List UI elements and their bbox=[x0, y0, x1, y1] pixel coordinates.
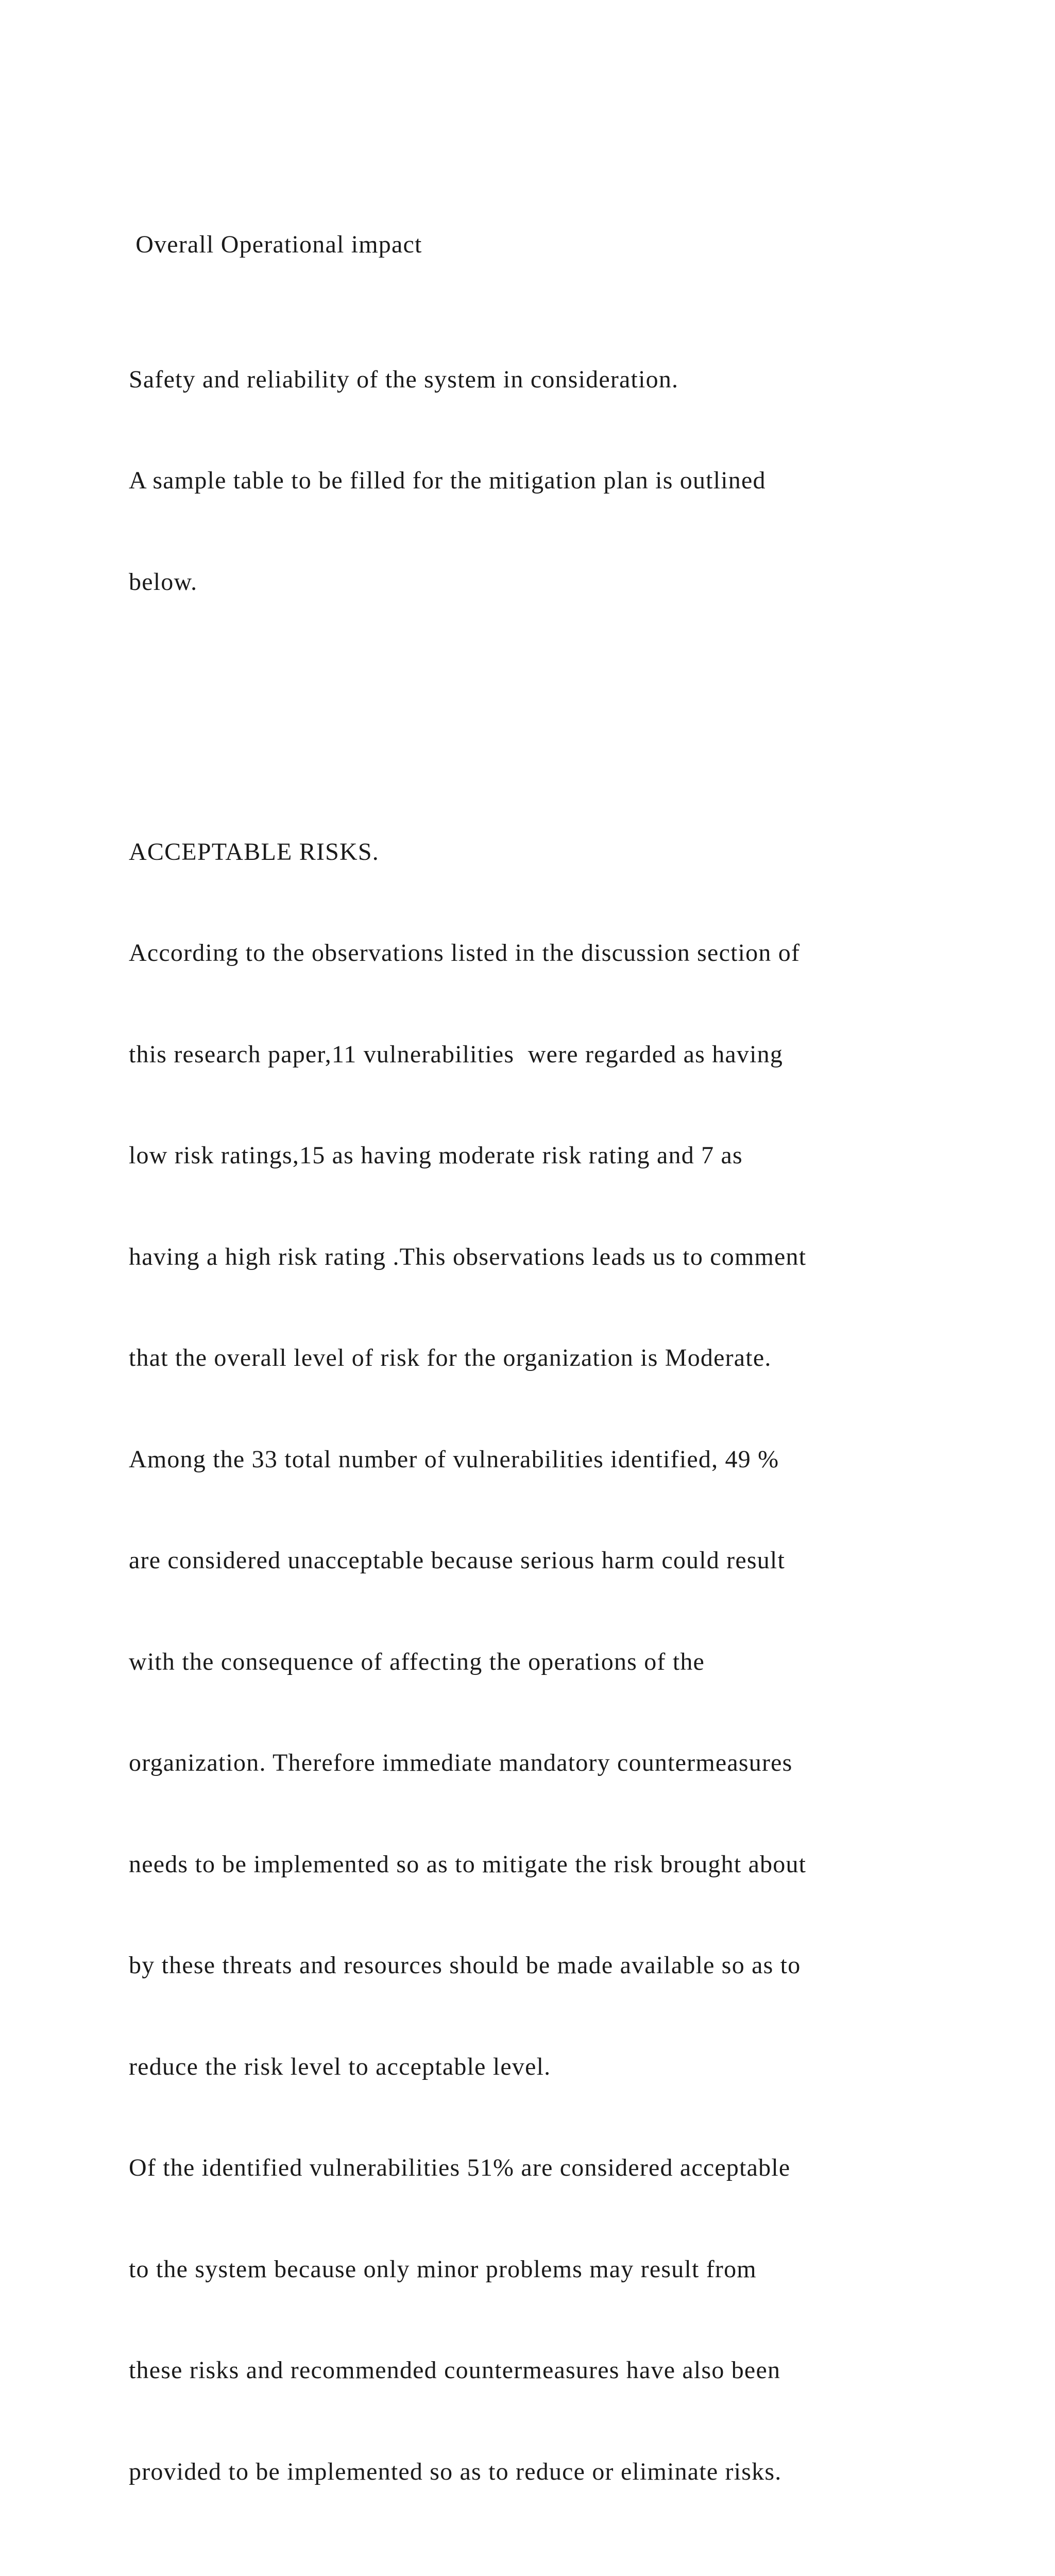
document-body bbox=[129, 126, 974, 2576]
acceptable-risks-line: reduce the risk level to acceptable level. bbox=[129, 2053, 551, 2080]
intro-line: A sample table to be filled for the mitigation plan is outlined bbox=[129, 467, 766, 494]
acceptable-risks-line: organization. Therefore immediate mandatory countermeasures bbox=[129, 1749, 793, 1776]
intro-line: Safety and reliability of the system in consideration. bbox=[129, 365, 679, 393]
acceptable-risks-line: to the system because only minor problems may result from bbox=[129, 2255, 757, 2283]
acceptable-risks-line: by these threats and resources should be made available so as to bbox=[129, 1952, 801, 1979]
acceptable-risks-line: According to the observations listed in the discussion section of bbox=[129, 939, 801, 967]
acceptable-risks-line: provided to be implemented so as to reduce or eliminate risks. bbox=[129, 2458, 782, 2485]
acceptable-risks-line: are considered unacceptable because serious harm could result bbox=[129, 1547, 785, 1574]
acceptable-risks-line: Among the 33 total number of vulnerabilities identified, 49 % bbox=[129, 1445, 779, 1473]
intro-line: below. bbox=[129, 568, 198, 596]
paragraph-spacer bbox=[129, 700, 974, 734]
acceptable-risks-line: this research paper,11 vulnerabilities were regarded as having bbox=[129, 1040, 784, 1068]
acceptable-risks-heading: ACCEPTABLE RISKS. bbox=[129, 838, 379, 866]
acceptable-risks-line: that the overall level of risk for the organization is Moderate. bbox=[129, 1344, 772, 1371]
acceptable-risks-line: these risks and recommended countermeasures have also been bbox=[129, 2357, 781, 2384]
operational-impact-heading: Overall Operational impact bbox=[129, 230, 422, 258]
acceptable-risks-line: Of the identified vulnerabilities 51% are considered acceptable bbox=[129, 2154, 791, 2181]
acceptable-risks-line: low risk ratings,15 as having moderate risk rating and 7 as bbox=[129, 1142, 743, 1169]
acceptable-risks-line: with the consequence of affecting the operations of the bbox=[129, 1648, 705, 1675]
acceptable-risks-line: needs to be implemented so as to mitigate the risk brought about bbox=[129, 1850, 807, 1878]
acceptable-risks-line: having a high risk rating .This observations leads us to comment bbox=[129, 1243, 807, 1270]
